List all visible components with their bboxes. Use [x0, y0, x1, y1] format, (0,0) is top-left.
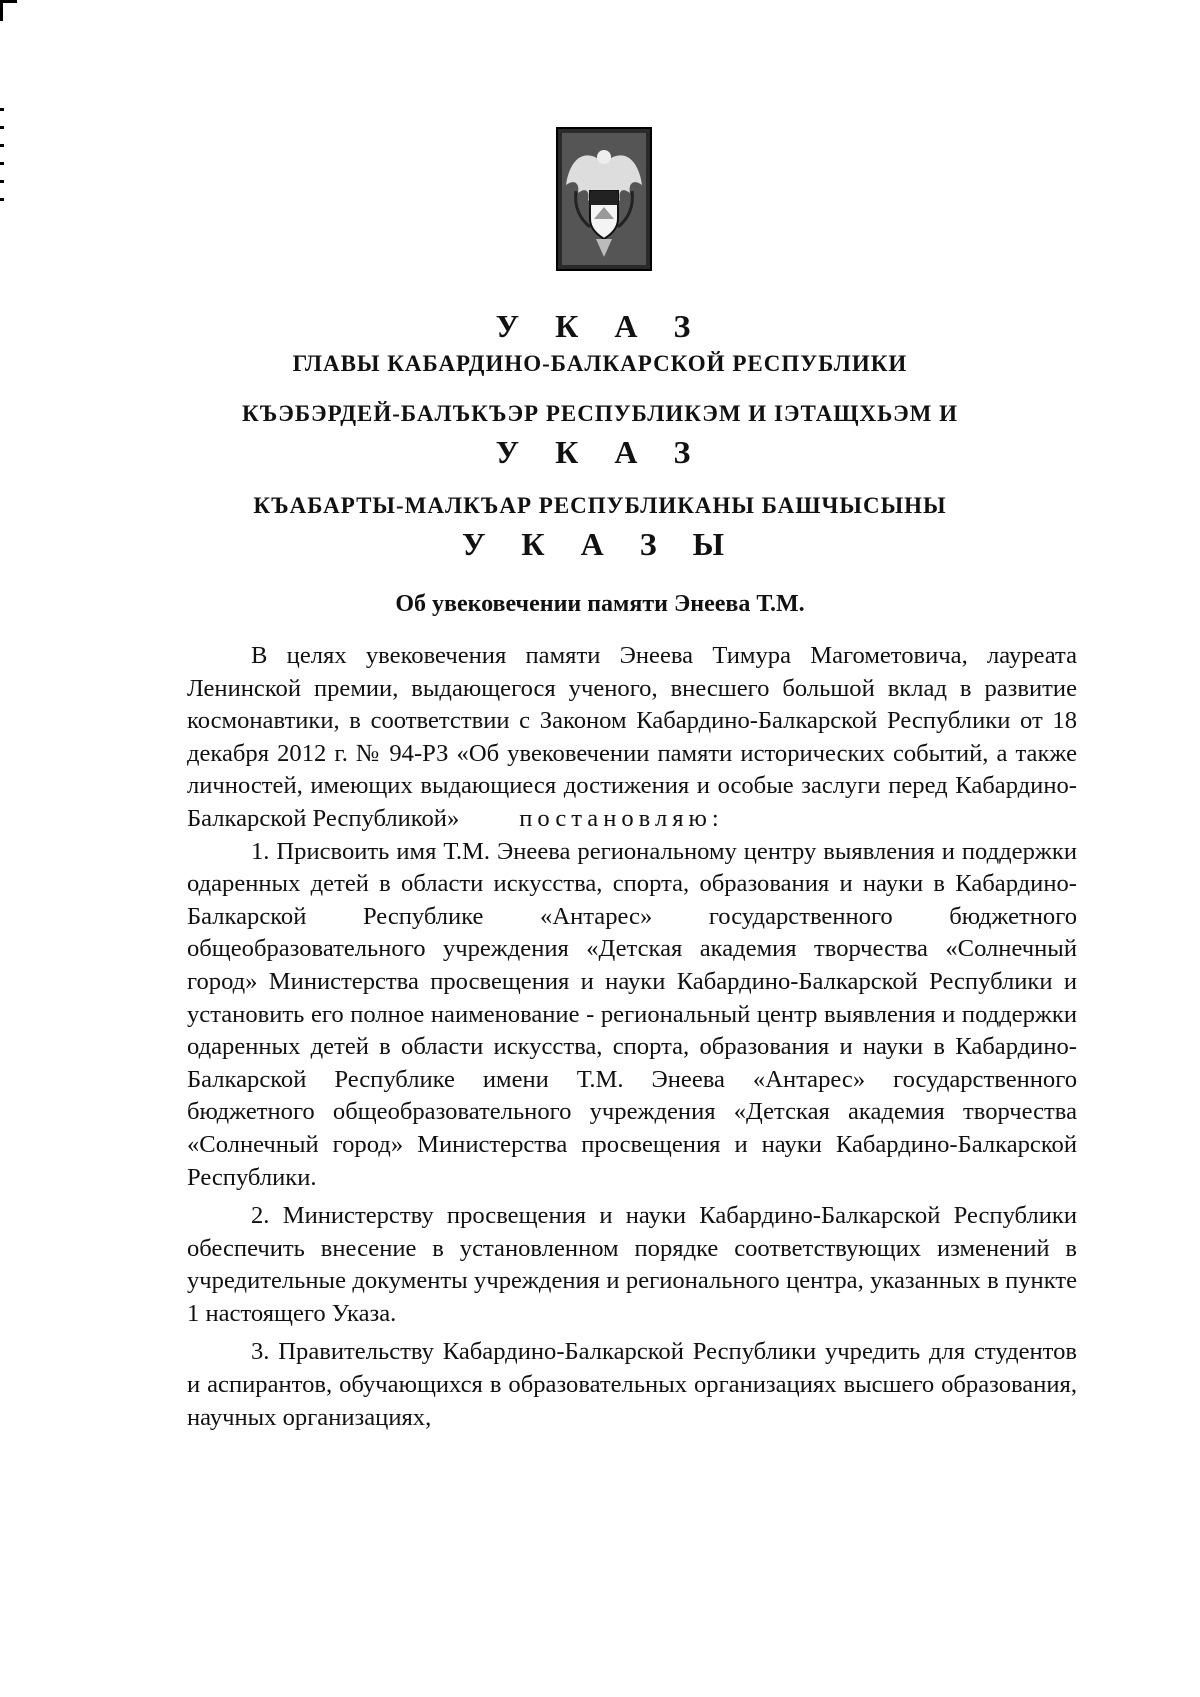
- decree-body: [187, 640, 1077, 1434]
- list-item: 2. Министерству просвещения и науки Кабардино-Балкарской Республики обеспечить внесение в установленном порядке соответствующих изменений в учредительные документы учреждения и регионального центра, указанных в пункте 1 настоящего Указа.: [187, 1202, 1077, 1327]
- list-item: 1. Присвоить имя Т.М. Энеева региональному центру выявления и поддержки одаренных детей в области искусства, спорта, образования и науки в Кабардино-Балкарской Республике «Антарес» государственного бюджетного общеобразовательного учреждения «Детская академия творчества «Солнечный город» Министерства просвещения и науки Кабардино-Балкарской Республики и установить его полное наименование - региональный центр выявления и поддержки одаренных детей в области искусства, спорта, образования и науки в Кабардино-Балкарской Республике имени Т.М. Энеева «Антарес» государственного бюджетного общеобразовательного учреждения «Детская академия творчества «Солнечный город» Министерства просвещения и науки Кабардино-Балкарской Республики.: [187, 837, 1077, 1191]
- coat-of-arms-icon: [556, 127, 652, 271]
- scan-edge-marks: [0, 108, 4, 208]
- header-line-krc: КЪАБАРТЫ-МАЛКЪАР РЕСПУБЛИКАНЫ БАШЧЫСЫНЫ: [253, 493, 947, 518]
- preamble-paragraph: [187, 640, 1077, 836]
- header-line-kbd: КЪЭБЭРДЕЙ-БАЛЪКЪЭР РЕСПУБЛИКЭМ И IЭТАЩХЬЭМ И: [241, 401, 959, 426]
- header-ukaz-krc: У К А З Ы: [461, 526, 739, 562]
- resolve-word: постановляю:: [519, 804, 724, 832]
- header-line-ru: ГЛАВЫ КАБАРДИНО-БАЛКАРСКОЙ РЕСПУБЛИКИ: [292, 351, 908, 376]
- scan-corner-mark: [0, 0, 17, 21]
- decree-header: [0, 305, 1200, 565]
- header-ukaz-ru: У К А З: [495, 308, 705, 344]
- list-item: 3. Правительству Кабардино-Балкарской Республики учредить для студентов и аспирантов, обучающихся в образовательных организациях высшего образования, научных организациях,: [187, 1338, 1077, 1431]
- header-ukaz-kbd: У К А З: [495, 434, 705, 470]
- preamble-text: В целях увековечения памяти Энеева Тимура Магометовича, лауреата Ленинской премии, выдающегося ученого, внесшего большой вклад в развитие космонавтики, в соответствии с Законом Кабардино-Балкарской Республики от 18 декабря 2012 г. № 94-РЗ «Об увековечении памяти исторических событий, а также личностей, имеющих выдающиеся достижения и особые заслуги перед Кабардино-Балкарской Республикой»: [187, 642, 1077, 832]
- document-title: Об увековечении памяти Энеева Т.М.: [395, 591, 805, 617]
